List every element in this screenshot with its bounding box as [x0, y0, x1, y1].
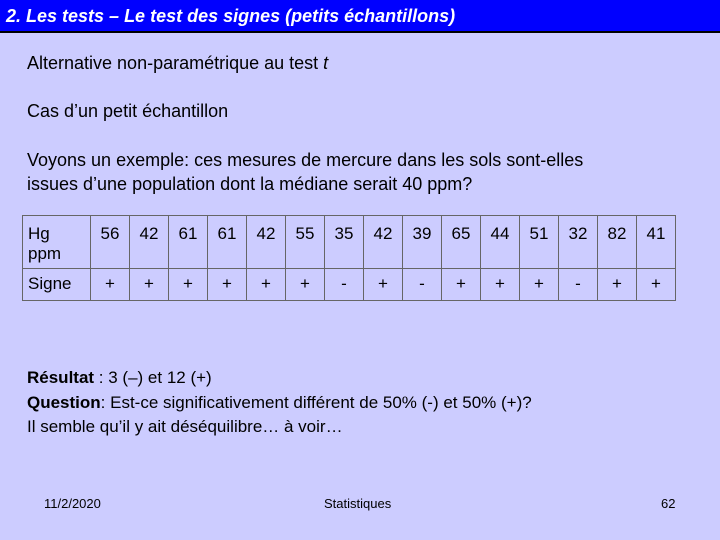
sign-cell: +: [169, 269, 208, 301]
signe-header: Signe: [23, 269, 91, 301]
sign-cell: -: [403, 269, 442, 301]
ppm-label: ppm: [28, 244, 62, 263]
result-label: Résultat: [27, 368, 95, 387]
conclusion-line: Il semble qu’il y ait déséquilibre… à voir…: [27, 417, 343, 436]
page-number: 62: [661, 496, 676, 511]
value-cell: 56: [91, 216, 130, 269]
sign-cell: +: [247, 269, 286, 301]
test-t-italic: t: [323, 53, 329, 73]
example-line-1: Voyons un exemple: ces mesures de mercure dans les sols sont-elles: [27, 150, 584, 170]
sign-cell: -: [325, 269, 364, 301]
signs-row: [23, 269, 676, 301]
small-sample-line: Cas d’un petit échantillon: [27, 101, 229, 121]
footer-title: Statistiques: [324, 496, 392, 511]
value-cell: 61: [208, 216, 247, 269]
result-text: : 3 (–) et 12 (+): [94, 368, 212, 387]
signs-table: [22, 215, 676, 301]
question-line: [27, 393, 532, 413]
sign-cell: -: [559, 269, 598, 301]
sign-cell: +: [520, 269, 559, 301]
value-cell: 44: [481, 216, 520, 269]
sign-cell: +: [637, 269, 676, 301]
sign-cell: +: [130, 269, 169, 301]
title-bar: [0, 0, 720, 33]
value-cell: 32: [559, 216, 598, 269]
slide-title: 2. Les tests – Le test des signes (petits échantillons): [6, 6, 456, 26]
hg-label: Hg: [28, 224, 50, 243]
sign-cell: +: [364, 269, 403, 301]
footer-date: 11/2/2020: [44, 496, 101, 511]
sign-cell: +: [481, 269, 520, 301]
value-cell: 65: [442, 216, 481, 269]
value-cell: 51: [520, 216, 559, 269]
value-cell: 39: [403, 216, 442, 269]
question-label: Question: [27, 393, 101, 412]
sign-cell: +: [91, 269, 130, 301]
example-line-2: issues d’une population dont la médiane serait 40 ppm?: [27, 174, 473, 194]
value-cell: 35: [325, 216, 364, 269]
question-text: : Est-ce significativement différent de 50% (-) et 50% (+)?: [100, 393, 532, 412]
sign-cell: +: [442, 269, 481, 301]
alternative-text: Alternative non-paramétrique au test: [27, 53, 324, 73]
sign-cell: +: [598, 269, 637, 301]
value-cell: 42: [364, 216, 403, 269]
value-cell: 61: [169, 216, 208, 269]
hg-ppm-header: [23, 216, 91, 269]
sign-cell: +: [208, 269, 247, 301]
sign-cell: +: [286, 269, 325, 301]
value-cell: 41: [637, 216, 676, 269]
value-cell: 42: [130, 216, 169, 269]
values-row: [23, 216, 676, 269]
alternative-line: [27, 53, 328, 74]
result-line: [27, 368, 212, 388]
value-cell: 42: [247, 216, 286, 269]
value-cell: 55: [286, 216, 325, 269]
value-cell: 82: [598, 216, 637, 269]
